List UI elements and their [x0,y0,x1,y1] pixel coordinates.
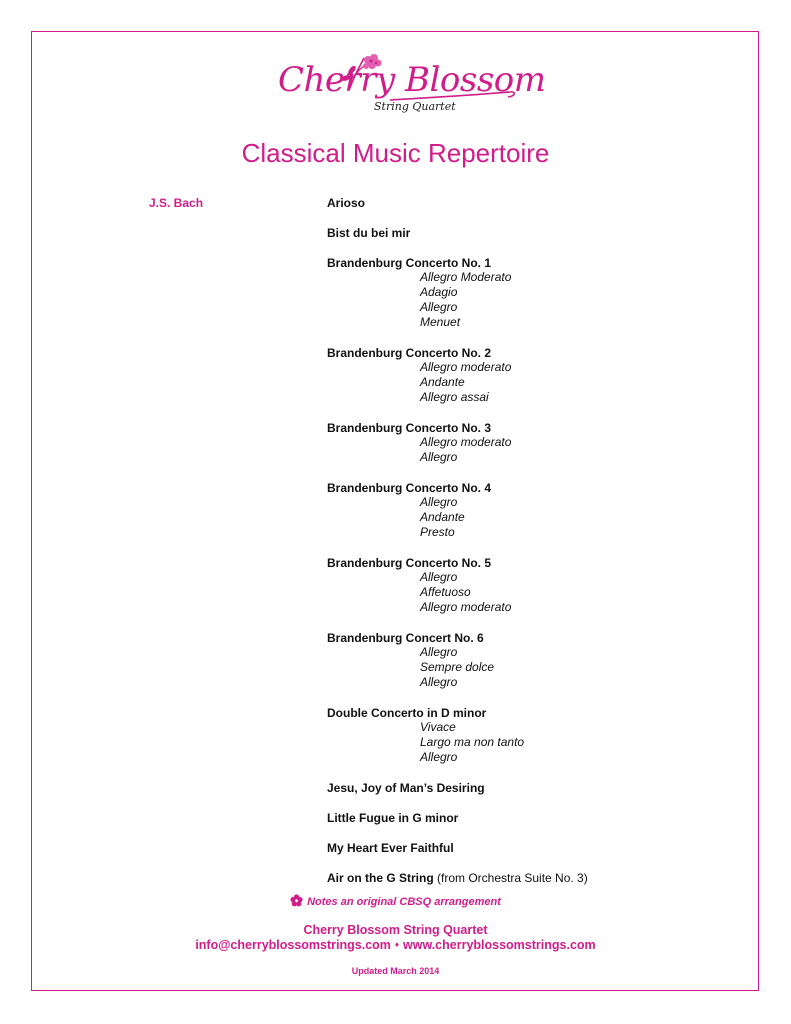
work-title [327,556,588,570]
work-spacer [327,795,588,811]
movement: Allegro [420,300,458,314]
work-title-text: Double Concerto in D minor [327,706,487,720]
movement: Allegro [420,675,458,689]
work-title-text: Brandenburg Concerto No. 1 [327,256,492,270]
work-title [327,346,588,360]
work-title-text: Bist du bei mir [327,226,411,240]
work-title-text: Brandenburg Concerto No. 2 [327,346,492,360]
work-spacer [327,855,588,871]
work-spacer [327,825,588,841]
movement: Affetuoso [420,585,471,599]
works-list [327,196,588,885]
work-title-text: My Heart Ever Faithful [327,841,454,855]
movement: Allegro [420,450,458,464]
movement: Adagio [420,285,458,299]
page-title: Classical Music Repertoire [241,138,550,168]
work-title [327,226,588,240]
footer-separator: ♦ [394,940,399,949]
movement: Vivace [420,720,456,734]
work-title-text: Jesu, Joy of Man’s Desiring [327,781,485,795]
work-spacer [327,330,588,346]
work-spacer [327,405,588,421]
footer-organization: Cherry Blossom String Quartet [303,923,488,937]
movement: Allegro moderato [420,435,512,449]
logo-wordmark: Cherry Blossom [278,60,546,100]
work-title [327,841,588,855]
logo [272,48,546,124]
movement: Allegro moderato [420,360,512,374]
work-title [327,811,588,825]
work-title [327,196,588,210]
footer-email[interactable]: info@cherryblossomstrings.com [195,938,391,952]
work-title-note: (from Orchestra Suite No. 3) [433,871,588,885]
updated-date: Updated March 2014 [351,966,440,976]
work-title-text: Arioso [327,196,366,210]
work-title [327,256,588,270]
movement: Presto [420,525,455,539]
movement: Allegro Moderato [420,270,512,284]
work-title-text: Air on the G String [327,871,434,885]
logo-subtitle: String Quartet [374,100,456,113]
work-title [327,706,588,720]
work-title [327,631,588,645]
work-title-text: Brandenburg Concerto No. 5 [327,556,492,570]
work-spacer [327,765,588,781]
work-spacer [327,690,588,706]
work-title [327,481,588,495]
movement: Andante [420,375,465,389]
work-title-text: Brandenburg Concerto No. 4 [327,481,492,495]
movement: Allegro [420,645,458,659]
arrangement-note-text: Notes an original CBSQ arrangement [307,896,501,908]
movement: Allegro [420,495,458,509]
movement: Andante [420,510,465,524]
work-title [327,781,588,795]
work-spacer [327,210,588,226]
work-spacer [327,615,588,631]
work-spacer [327,465,588,481]
movement: Allegro assai [420,390,489,404]
work-title [327,421,588,435]
movement: Allegro moderato [420,600,512,614]
movement: Largo ma non tanto [420,735,525,749]
movement: Menuet [420,315,461,329]
cherry-blossom-flower-icon [290,894,303,907]
arrangement-note [0,894,791,908]
work-spacer [327,240,588,256]
work-spacer [327,540,588,556]
footer-contact [0,938,791,952]
composer-name: J.S. Bach [149,196,204,210]
movement: Allegro [420,750,458,764]
work-title [327,871,588,885]
work-title-text: Little Fugue in G minor [327,811,459,825]
movement: Sempre dolce [420,660,495,674]
footer-website[interactable]: www.cherryblossomstrings.com [403,938,596,952]
work-title-text: Brandenburg Concert No. 6 [327,631,484,645]
movement: Allegro [420,570,458,584]
work-title-text: Brandenburg Concerto No. 3 [327,421,492,435]
